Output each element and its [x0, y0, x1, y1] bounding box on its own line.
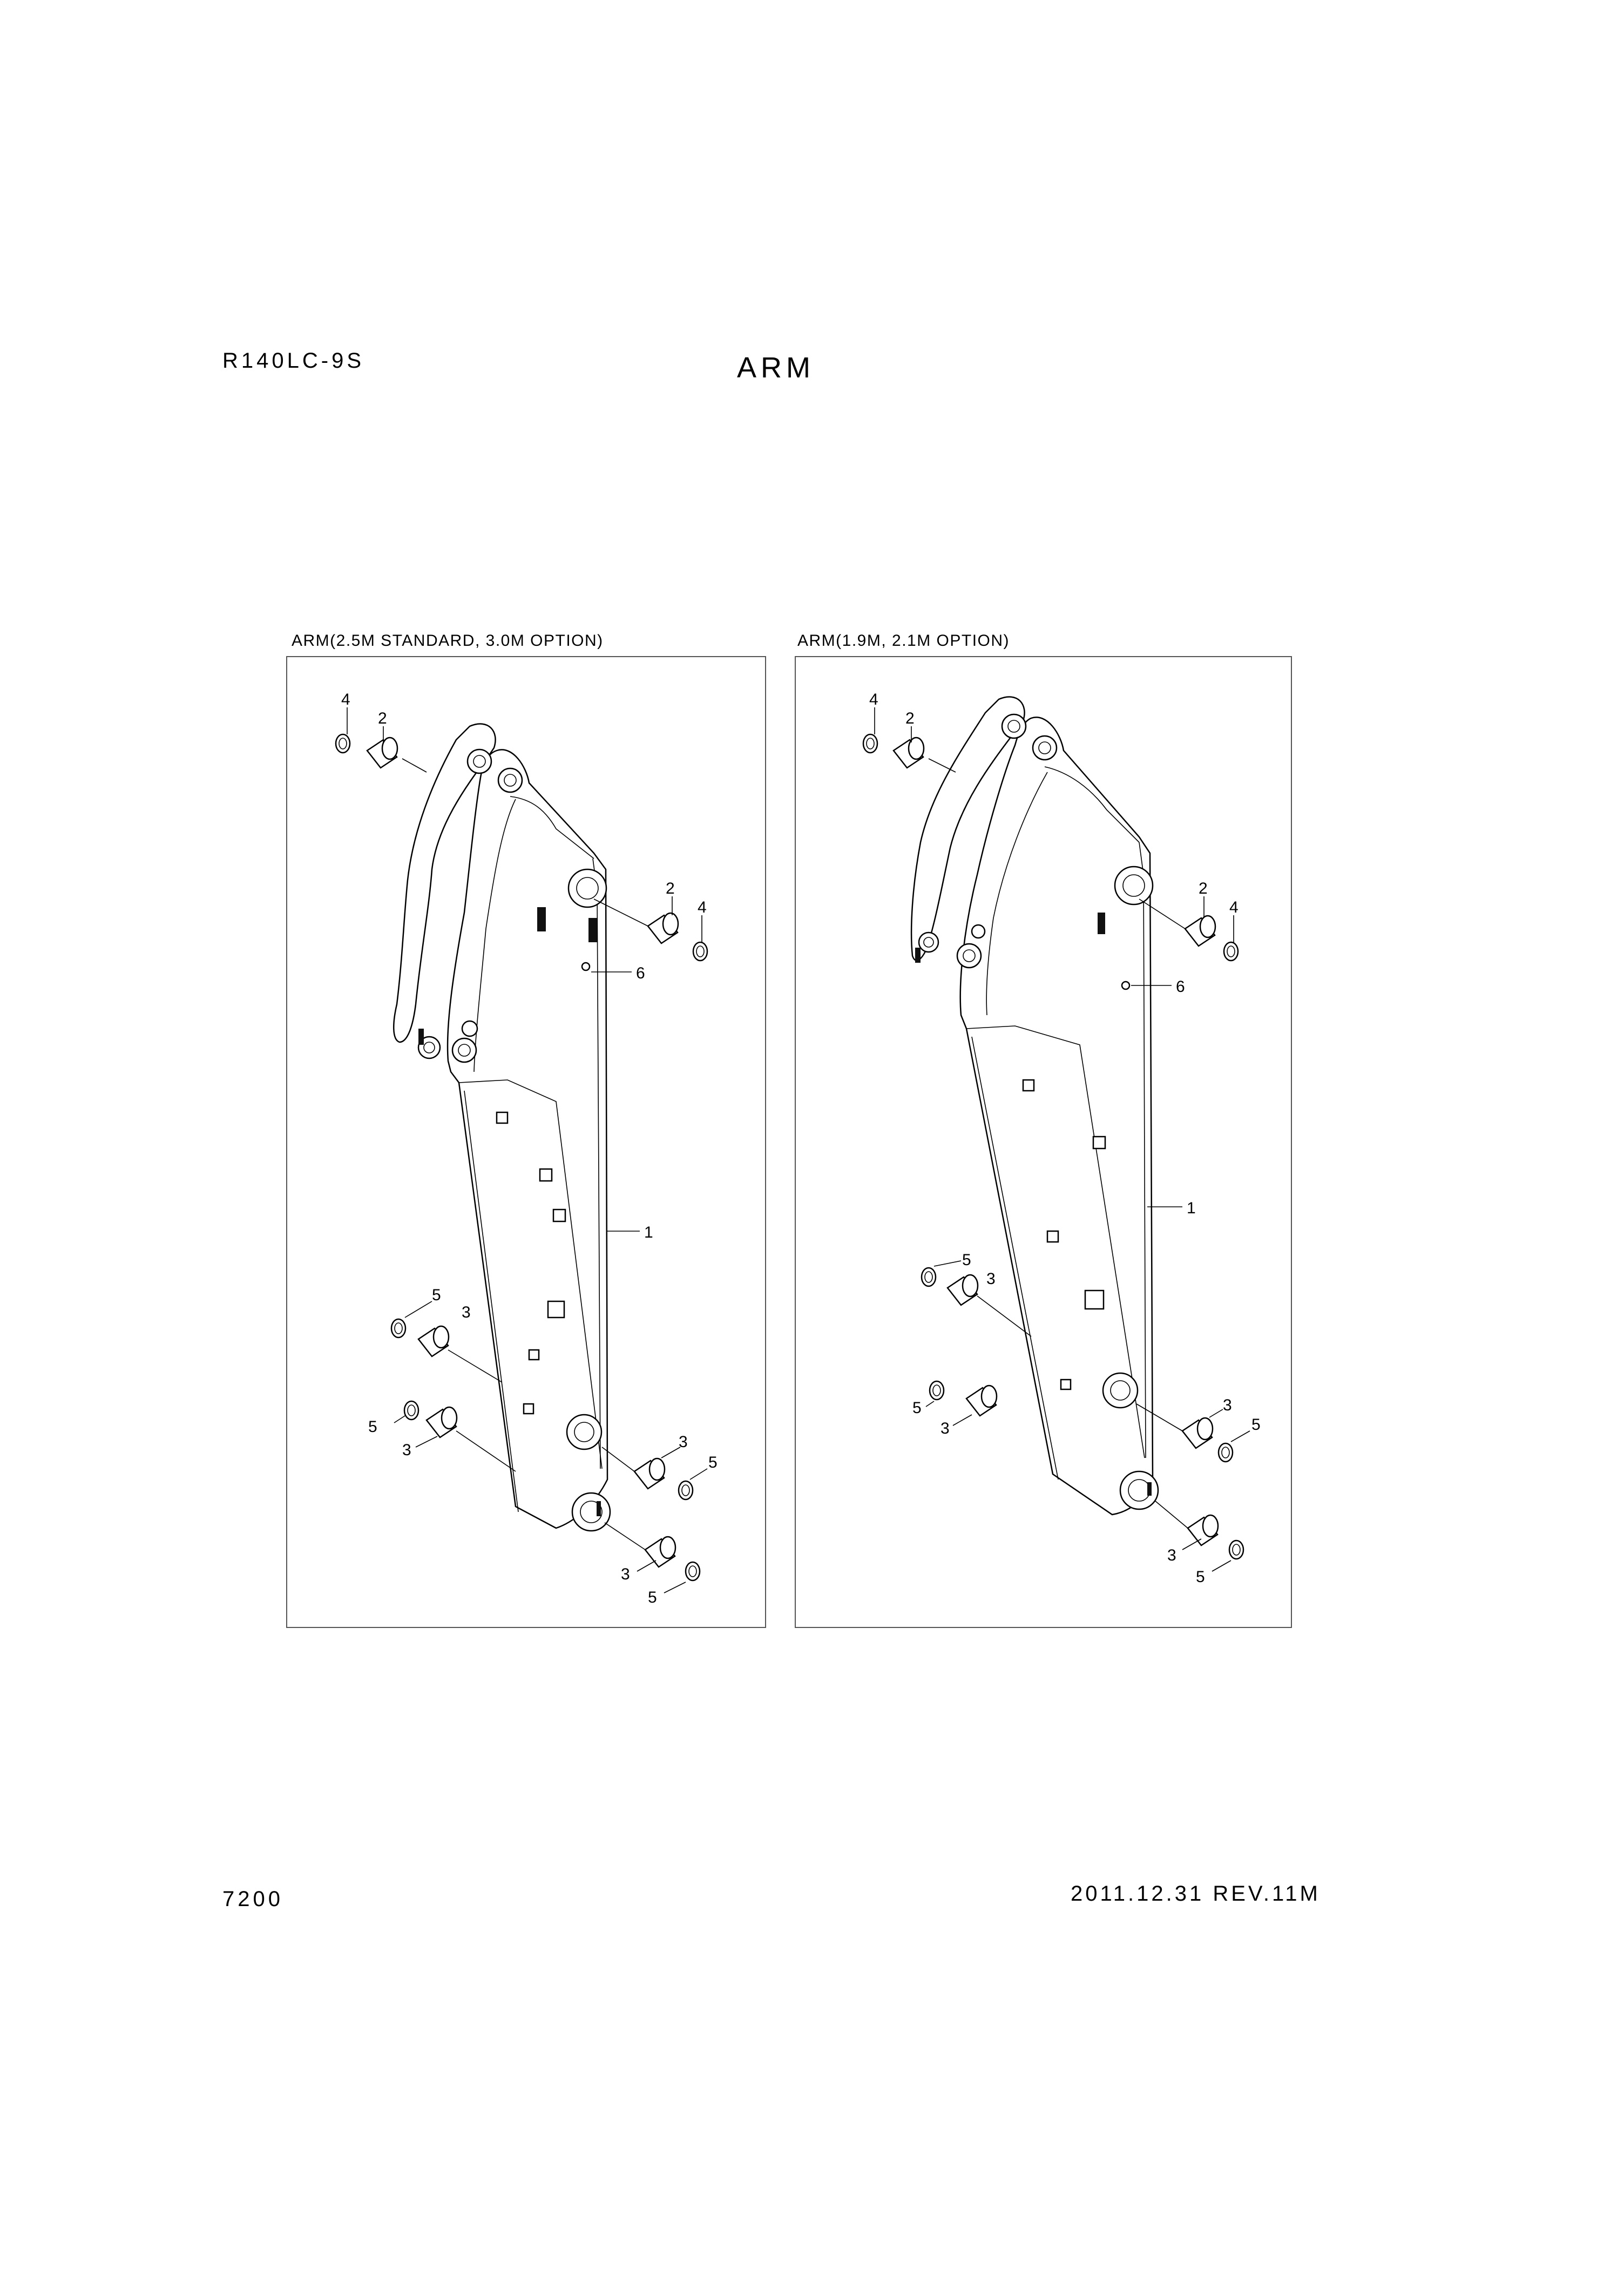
callout: 6: [1176, 978, 1185, 996]
callout: 3: [1167, 1546, 1176, 1564]
panel-caption-left: ARM(2.5M STANDARD, 3.0M OPTION): [292, 632, 604, 650]
callout: 5: [708, 1454, 718, 1471]
callout: 3: [621, 1565, 630, 1583]
callout: 3: [402, 1441, 411, 1459]
callout: 2: [1199, 880, 1208, 897]
callout: 5: [912, 1399, 922, 1417]
callout: 3: [462, 1303, 471, 1321]
callout: 3: [1223, 1396, 1232, 1414]
callout: 4: [1229, 899, 1239, 916]
callout: 5: [368, 1418, 377, 1436]
callout: 5: [432, 1286, 441, 1304]
callout: 4: [341, 691, 350, 708]
arm-drawing-right: [911, 697, 1158, 1515]
callout: 5: [648, 1589, 657, 1606]
callout: 1: [1187, 1199, 1196, 1217]
panel-caption-right: ARM(1.9M, 2.1M OPTION): [797, 632, 1010, 650]
callout: 2: [666, 880, 675, 897]
callout: 5: [1196, 1568, 1205, 1586]
callout: 2: [905, 710, 915, 727]
callout: 2: [378, 710, 387, 727]
callout: 4: [698, 899, 707, 916]
callout: 1: [644, 1224, 653, 1241]
callout: 4: [869, 691, 878, 708]
revision-date: 2011.12.31 REV.11M: [1071, 1882, 1321, 1906]
arm-drawing-left: [394, 724, 610, 1531]
callout: 3: [986, 1270, 996, 1288]
callout: 5: [962, 1251, 971, 1269]
callout: 3: [940, 1420, 950, 1437]
model-code: R140LC-9S: [222, 349, 365, 373]
page-number: 7200: [222, 1887, 283, 1911]
callout: 5: [1251, 1416, 1261, 1434]
page-title: ARM: [737, 352, 815, 384]
callout: 3: [679, 1433, 688, 1451]
callout: 6: [636, 964, 645, 982]
